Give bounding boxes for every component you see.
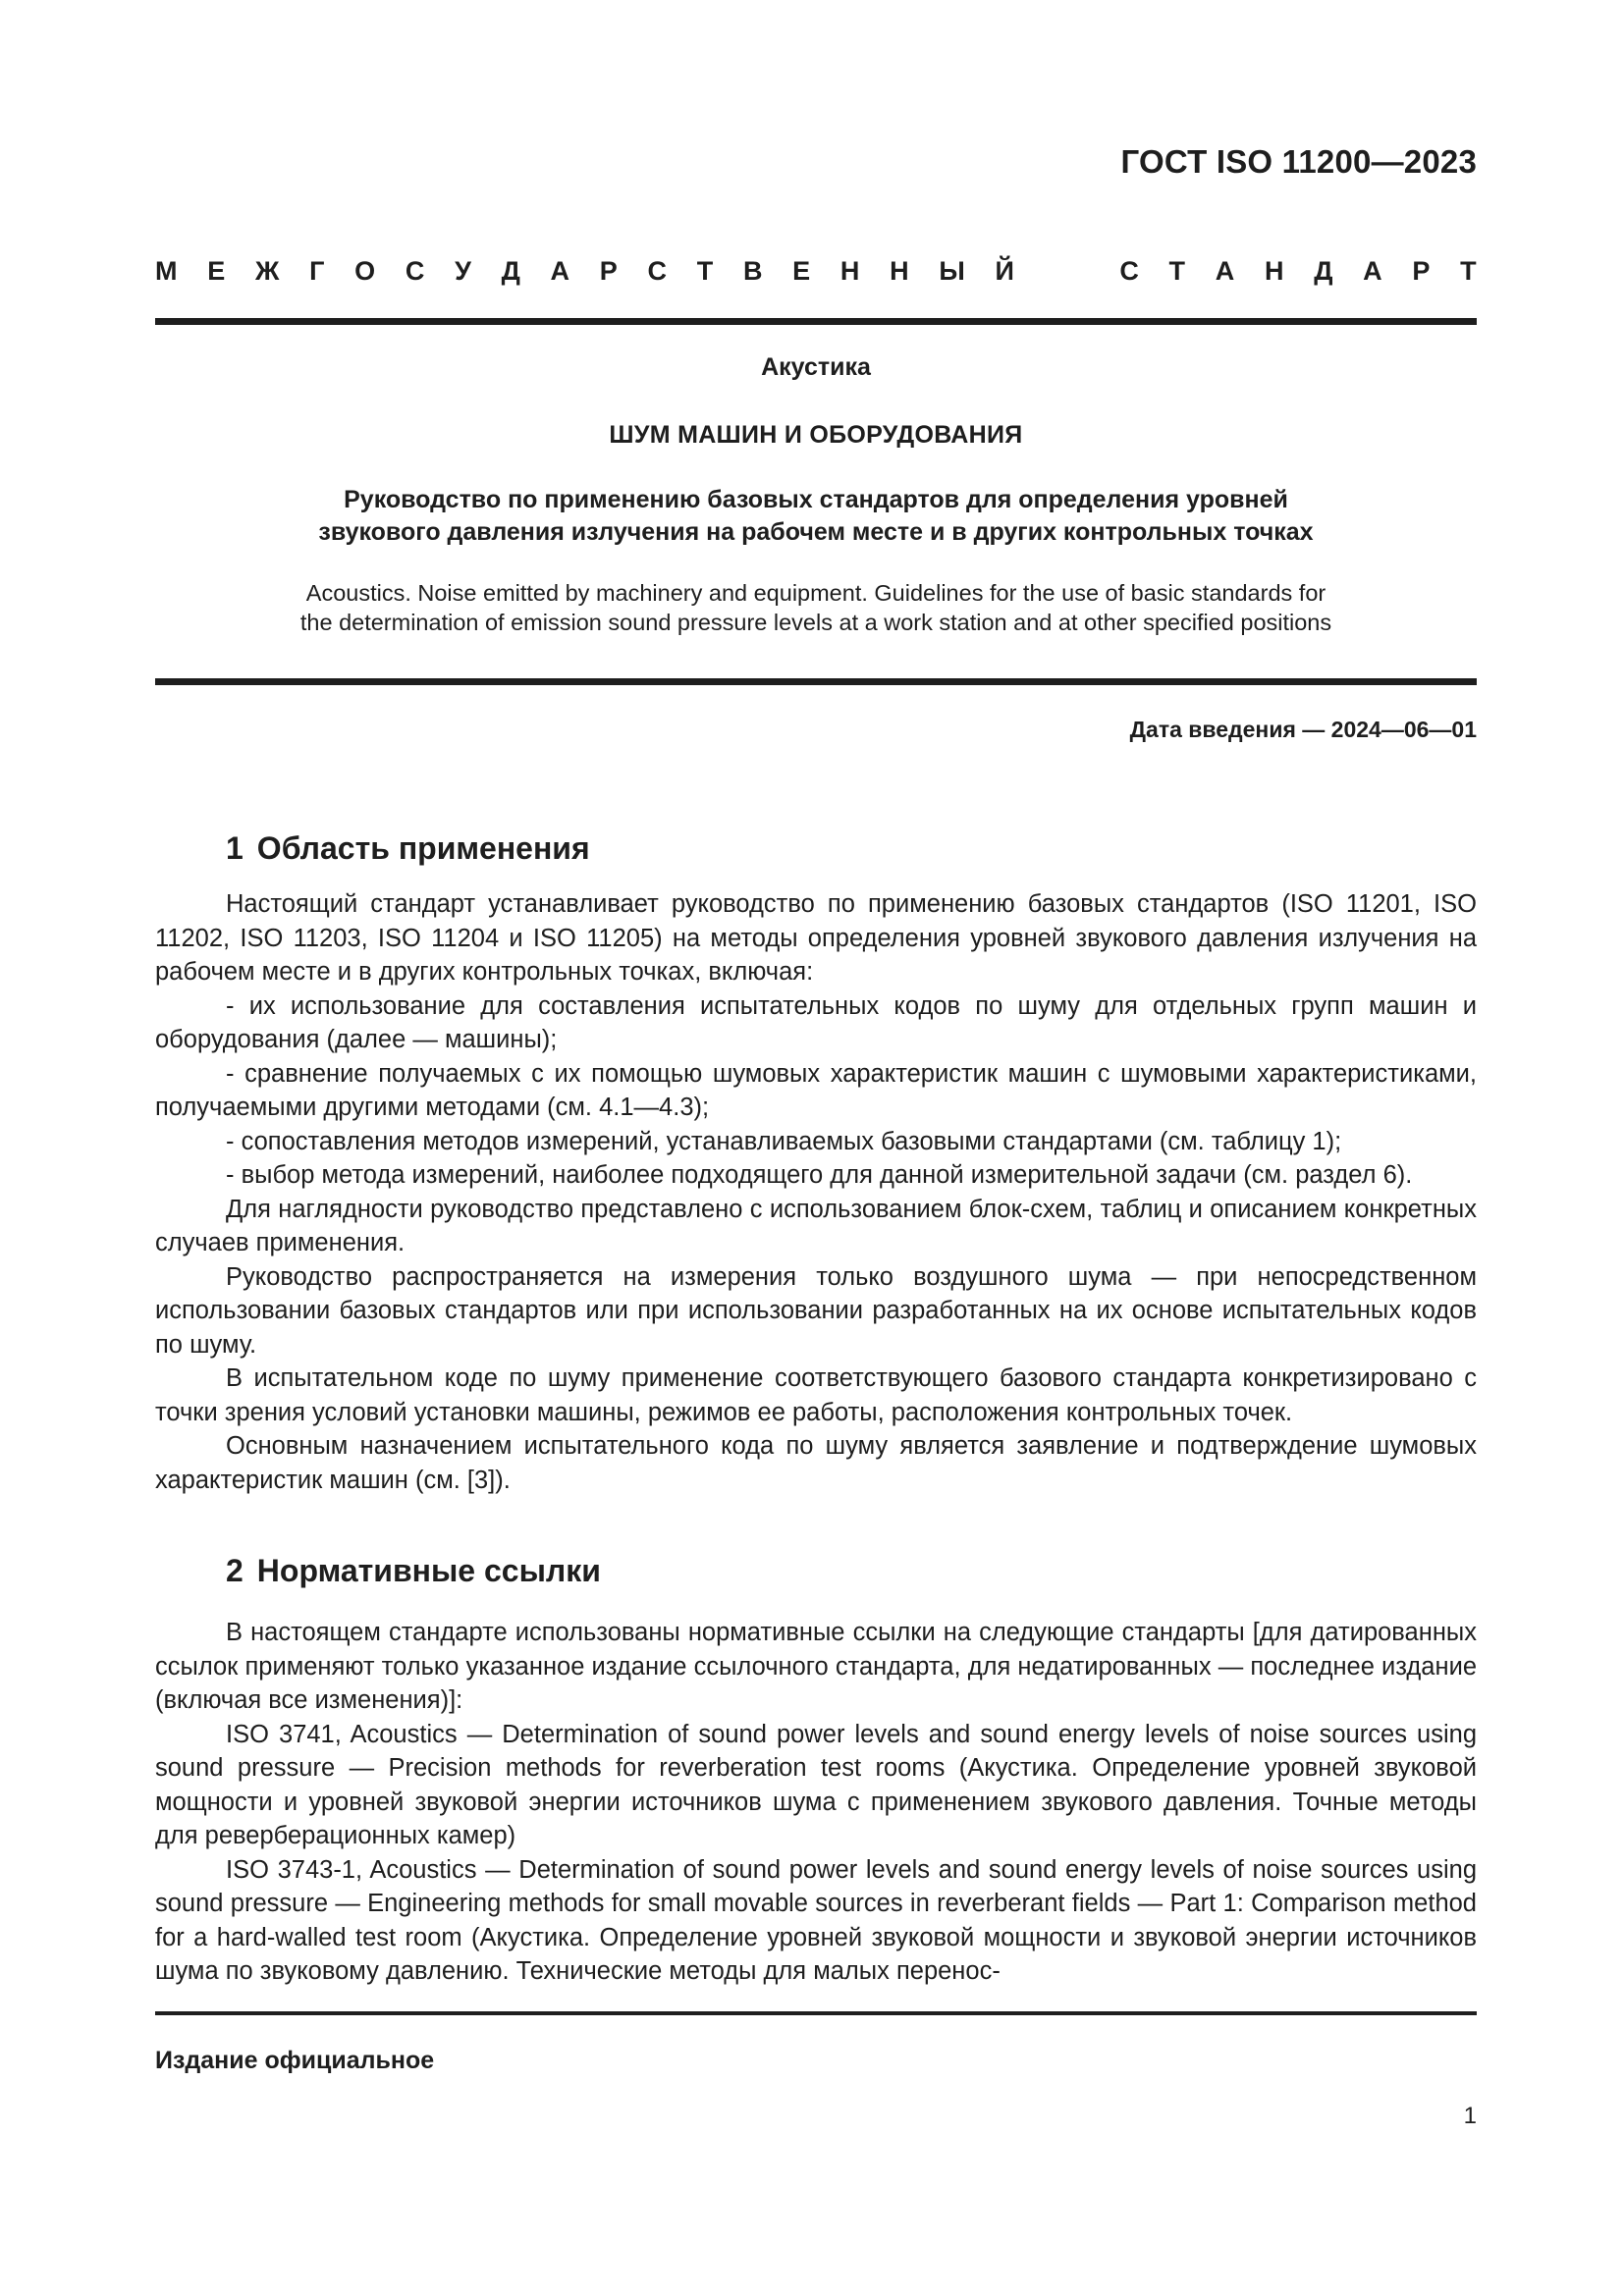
- list-item: - их использование для составления испытательных кодов по шуму для отдельных групп машин и оборудования (далее — машины);: [155, 991, 1477, 1053]
- banner-letter: А: [1215, 255, 1235, 286]
- reference-entry: ISO 3741, Acoustics — Determination of sound power levels and sound energy levels of noise sources using sound pressure — Precision methods for reverberation test rooms (Акустика. Определение уровней звуковой мощности и уровней звуковой энергии источников шума с применением звукового давления. Точные методы для реверберационных камер): [155, 1720, 1477, 1849]
- interstate-standard-banner: [155, 251, 1477, 291]
- banner-letter: У: [455, 255, 471, 286]
- banner-letter: Н: [839, 255, 860, 286]
- banner-letter: Е: [207, 255, 226, 286]
- title-russian-line: звукового давления излучения на рабочем месте и в других контрольных точках: [318, 518, 1314, 546]
- banner-letter: Ы: [939, 255, 965, 286]
- banner-letter: Д: [1314, 255, 1333, 286]
- banner-letter: Ж: [254, 255, 280, 286]
- document-number: ГОСТ ISO 11200—2023: [1120, 143, 1477, 180]
- banner-letter: В: [742, 255, 763, 286]
- banner-letter: Г: [309, 255, 325, 286]
- list-item: - выбор метода измерений, наиболее подходящего для данной измерительной задачи (см. раздел 6).: [226, 1161, 1413, 1189]
- title-divider: [155, 678, 1477, 685]
- paragraph: Настоящий стандарт устанавливает руководство по применению базовых стандартов (ISO 11201, ISO 11202, ISO 11203, ISO 11204 и ISO 11205) на методы определения уровней звукового давления излучения на рабочем месте и в других контрольных точках, включая:: [155, 890, 1477, 986]
- banner-letter: Н: [890, 255, 909, 286]
- banner-letter: О: [354, 255, 376, 286]
- banner-letter: Е: [792, 255, 811, 286]
- banner-letter: Н: [1264, 255, 1284, 286]
- banner-letter: С: [405, 255, 425, 286]
- banner-letter: Р: [1412, 255, 1431, 286]
- paragraph: Основным назначением испытательного кода по шуму является заявление и подтверждение шумовых характеристик машин (см. [3]).: [155, 1432, 1477, 1494]
- section-body: [155, 1616, 1477, 1989]
- title-english: [155, 578, 1477, 637]
- banner-letter: Й: [995, 255, 1014, 286]
- banner-letter: Т: [696, 255, 714, 286]
- paragraph: В испытательном коде по шуму применение соответствующего базового стандарта конкретизировано с точки зрения условий установки машины, режимов ее работы, расположения контрольных точек.: [155, 1364, 1477, 1426]
- header-divider: [155, 318, 1477, 325]
- paragraph: В настоящем стандарте использованы нормативные ссылки на следующие стандарты [для датированных ссылок применяют только указанное издание ссылочного стандарта, для недатированных — последнее издание (включая все изменения)]:: [155, 1619, 1477, 1714]
- section-number: 2: [226, 1553, 244, 1588]
- section-title: Нормативные ссылки: [256, 1553, 601, 1588]
- banner-letter: С: [647, 255, 667, 286]
- banner-letter: А: [550, 255, 570, 286]
- section-heading: [226, 830, 590, 867]
- introduction-date: Дата введения — 2024—06—01: [1129, 717, 1477, 742]
- footer-divider: [155, 2011, 1477, 2015]
- list-item: - сравнение получаемых с их помощью шумовых характеристик машин с шумовыми характеристиками, получаемыми другими методами (см. 4.1—4.3);: [155, 1059, 1477, 1121]
- banner-letter: Т: [1460, 255, 1477, 286]
- title-russian: [155, 484, 1477, 549]
- paragraph: Руководство распространяется на измерения только воздушного шума — при непосредственном использовании базовых стандартов или при использовании разработанных на их основе испытательных кодов по шуму.: [155, 1262, 1477, 1359]
- paragraph: Для наглядности руководство представлено с использованием блок-схем, таблиц и описанием конкретных случаев применения.: [155, 1195, 1477, 1256]
- standard-field: Акустика: [761, 353, 871, 381]
- official-edition-label: Издание официальное: [155, 2047, 435, 2074]
- document-page: [155, 0, 1477, 2296]
- banner-letter: Р: [599, 255, 618, 286]
- list-item: - сопоставления методов измерений, устанавливаемых базовыми стандартами (см. таблицу 1);: [226, 1127, 1342, 1155]
- title-english-line: Acoustics. Noise emitted by machinery and equipment. Guidelines for the use of basic standards for: [305, 580, 1326, 606]
- reference-entry: ISO 3743-1, Acoustics — Determination of sound power levels and sound energy levels of noise sources using sound pressure — Engineering methods for small movable sources in reverberant fields — Part 1: Comparison method for a hard-walled test room (Акустика. Определение уровней звуковой мощности и звуковой энергии источников шума по звуковому давлению. Технические методы для малых перенос-: [155, 1855, 1477, 1985]
- banner-letter: Т: [1168, 255, 1186, 286]
- title-russian-line: Руководство по применению базовых стандартов для определения уровней: [344, 486, 1288, 513]
- section-number: 1: [226, 830, 244, 866]
- title-english-line: the determination of emission sound pressure levels at a work station and at other specified positions: [299, 610, 1332, 635]
- banner-letter: М: [155, 255, 178, 286]
- banner-letter: А: [1363, 255, 1382, 286]
- section-title: Область применения: [256, 830, 590, 866]
- banner-letter: Д: [501, 255, 520, 286]
- standard-subject: ШУМ МАШИН И ОБОРУДОВАНИЯ: [609, 421, 1023, 449]
- section-heading: [226, 1553, 601, 1589]
- banner-letter: С: [1119, 255, 1139, 286]
- section-body: [155, 887, 1477, 1497]
- page-number: 1: [1463, 2103, 1477, 2129]
